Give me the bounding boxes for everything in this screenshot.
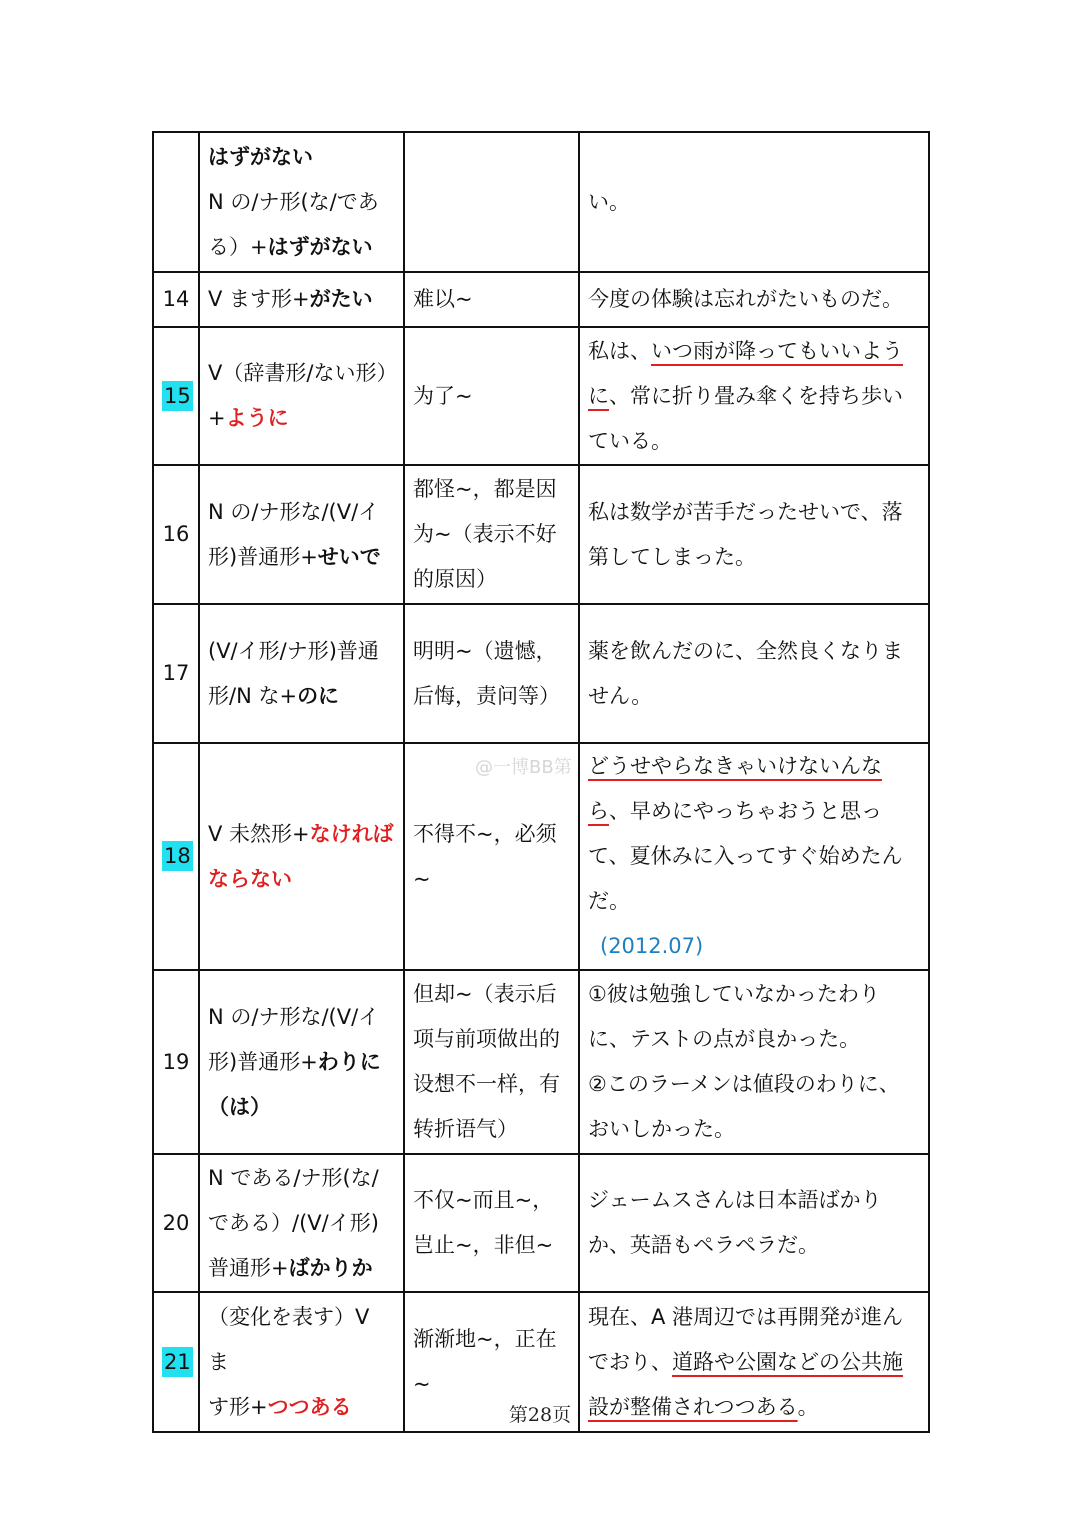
row-number (153, 327, 199, 465)
row-number: 16 (153, 465, 199, 604)
row-number: 20 (153, 1154, 199, 1292)
grammar-form: はずがない N の/ナ形(な/であ る）+はずがない (199, 132, 404, 272)
meaning-cell: 不得不~，必须~ (404, 743, 579, 970)
grammar-form: N である/ナ形(な/ である）/(V/イ形) 普通形+ばかりか (199, 1154, 404, 1292)
highlighted-number: 15 (162, 381, 193, 411)
meaning-cell: 为了~ (404, 327, 579, 465)
watermark: @一博BB第 (475, 757, 572, 778)
example-cell: 私は、いつ雨が降ってもいいように、常に折り畳み傘くを持ち歩いている。 (579, 327, 929, 465)
grammar-form: (V/イ形/ナ形)普通 形/N な+のに (199, 604, 404, 743)
row-number: 17 (153, 604, 199, 743)
row-number: 14 (153, 272, 199, 327)
table-row (153, 465, 929, 604)
grammar-form: N の/ナ形な/(V/イ 形)普通形+わりに（は） (199, 970, 404, 1154)
exam-year-note: (2012.07) (600, 934, 704, 958)
row-number: 19 (153, 970, 199, 1154)
example-cell: どうせやらなきゃいけないんなら、早めにやっちゃおうと思って、夏休みに入ってすぐ始めたんだ。 (2012.07) (579, 743, 929, 970)
meaning-cell: 但却~（表示后项与前项做出的设想不一样，有转折语气） (404, 970, 579, 1154)
grammar-form: N の/ナ形な/(V/イ 形)普通形+せいで (199, 465, 404, 604)
table-row (153, 970, 929, 1154)
example-cell: い。 (579, 132, 929, 272)
example-cell: 今度の体験は忘れがたいものだ。 (579, 272, 929, 327)
meaning-cell: 难以~ (404, 272, 579, 327)
example-cell: 現在、A 港周辺では再開発が進んでおり、道路や公園などの公共施設が整備されつつある。 (579, 1292, 929, 1432)
grammar-table (152, 131, 930, 1433)
meaning-cell: 渐渐地~，正在~ (404, 1292, 579, 1432)
example-cell: ジェームスさんは日本語ばかりか、英語もペラペラだ。 (579, 1154, 929, 1292)
example-cell: ①彼は勉強していなかったわりに、テストの点が良かった。 ②このラーメンは値段のわりに、おいしかった。 (579, 970, 929, 1154)
example-cell: 私は数学が苦手だったせいで、落第してしまった。 (579, 465, 929, 604)
grammar-form: （変化を表す）V ま す形+つつある (199, 1292, 404, 1432)
row-number (153, 743, 199, 970)
table-row (153, 132, 929, 272)
highlighted-number: 21 (162, 1347, 193, 1377)
meaning-cell: 都怪~，都是因为~（表示不好的原因） (404, 465, 579, 604)
meaning-cell (404, 132, 579, 272)
example-cell: 薬を飲んだのに、全然良くなりません。 (579, 604, 929, 743)
table-row (153, 272, 929, 327)
grammar-form: V 未然形+なければならない (199, 743, 404, 970)
highlighted-number: 18 (162, 841, 193, 871)
table-row (153, 1154, 929, 1292)
grammar-form: V ます形+がたい (199, 272, 404, 327)
table-row (153, 327, 929, 465)
row-number (153, 132, 199, 272)
page-number: 第28页 (508, 1404, 572, 1426)
table-row (153, 604, 929, 743)
grammar-form: V（辞書形/ない形） +ように (199, 327, 404, 465)
meaning-cell: 明明~（遗憾，后悔，责问等） (404, 604, 579, 743)
meaning-cell: 不仅~而且~，岂止~，非但~ (404, 1154, 579, 1292)
